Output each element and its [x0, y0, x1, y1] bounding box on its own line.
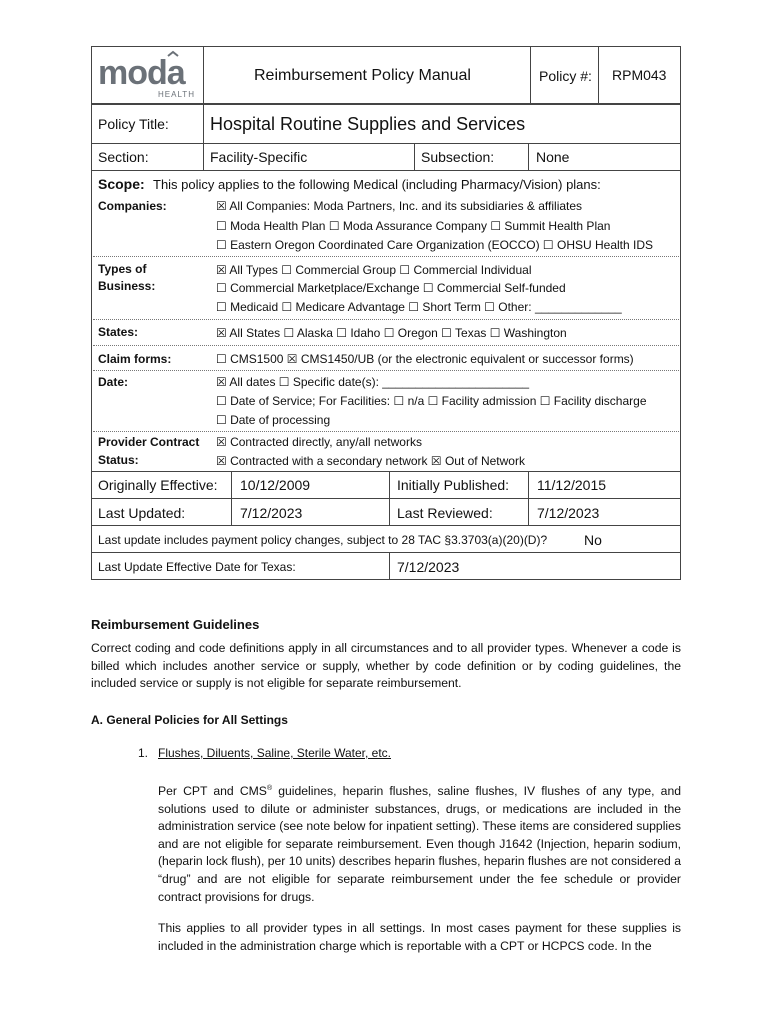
flushes-paragraph: Per CPT and CMS® guidelines, heparin flushes, saline flushes, IV flushes of any type, and solutions used to dilute or administer substances, drugs, or medications are included in the administration service (see note below for inpatient setting). These items are considered supplies and are not eligible for separate reimbursement. Even though J1642 (Injection, heparin sodium, (heparin lock flush), per 10 units) describes heparin flushes, heparin flushes are not considered a “drug” and are not eligible for separate reimbursement under the fee schedule or provider contract provisions for drugs.: [158, 784, 682, 904]
date-line-1: ☒ All dates ☐ Specific date(s): ______________________: [216, 375, 530, 389]
section-value: Facility-Specific: [210, 149, 308, 165]
business-line-3: ☐ Medicaid ☐ Medicare Advantage ☐ Short Term ☐ Other: _____________: [216, 300, 622, 314]
reimbursement-guidelines-heading: Reimbursement Guidelines: [91, 617, 260, 632]
companies-label: Companies:: [98, 199, 167, 213]
policy-title: Hospital Routine Supplies and Services: [210, 114, 526, 134]
business-label-2: Business:: [98, 279, 156, 293]
svg-text:moda: moda: [98, 54, 185, 92]
provider-label-2: Status:: [98, 453, 139, 467]
item-1-title: Flushes, Diluents, Saline, Sterile Water, etc.: [158, 746, 391, 760]
section-a-heading: A. General Policies for All Settings: [91, 713, 288, 727]
scope-label: Scope:: [98, 176, 145, 192]
states-label: States:: [98, 325, 139, 339]
companies-line-2: ☐ Moda Health Plan ☐ Moda Assurance Company ☐ Summit Health Plan: [216, 219, 611, 233]
texas-question: Last update includes payment policy changes, subject to 28 TAC §3.3703(a)(20)(D)?: [98, 533, 548, 547]
last-reviewed-label: Last Reviewed:: [397, 505, 493, 521]
initially-published-value: 11/12/2015: [537, 477, 607, 493]
provider-line-2: ☒ Contracted with a secondary network ☒ Out of Network: [216, 454, 525, 468]
companies-line-1: ☒ All Companies: Moda Partners, Inc. and its subsidiaries & affiliates: [216, 199, 583, 213]
business-line-1: ☒ All Types ☐ Commercial Group ☐ Commercial Individual: [216, 263, 532, 277]
svg-text:HEALTH: HEALTH: [158, 90, 195, 99]
last-updated-value: 7/12/2023: [240, 505, 303, 521]
section-label: Section:: [98, 149, 149, 165]
moda-health-logo: [98, 50, 198, 100]
date-label: Date:: [98, 375, 129, 389]
settings-paragraph: This applies to all provider types in all settings. In most cases payment for these supplies is included in the administration charge which is reportable with a CPT or HCPCS code. In the: [158, 921, 681, 953]
states-line: ☒ All States ☐ Alaska ☐ Idaho ☐ Oregon ☐ Texas ☐ Washington: [216, 326, 567, 340]
business-line-2: ☐ Commercial Marketplace/Exchange ☐ Commercial Self-funded: [216, 281, 566, 295]
item-1-number: 1.: [138, 746, 149, 760]
business-label-1: Types of: [98, 262, 147, 276]
provider-line-1: ☒ Contracted directly, any/all networks: [216, 435, 422, 449]
last-reviewed-value: 7/12/2023: [537, 505, 600, 521]
date-line-2: ☐ Date of Service; For Facilities: ☐ n/a ☐ Facility admission ☐ Facility discharge: [216, 394, 647, 408]
orig-effective-value: 10/12/2009: [240, 477, 311, 493]
intro-paragraph: Correct coding and code definitions apply in all circumstances and to all provider types. Whenever a code is billed which includes another service or supply, whether by code definition or by coding guidelines, the included service or supply is not eligible for separate reimbursement.: [91, 641, 681, 691]
policy-title-label: Policy Title:: [98, 116, 169, 132]
policy-number-label: Policy #:: [539, 68, 592, 84]
initially-published-label: Initially Published:: [397, 477, 510, 493]
texas-answer: No: [584, 532, 602, 548]
texas-effective-value: 7/12/2023: [397, 559, 460, 575]
texas-effective-label: Last Update Effective Date for Texas:: [98, 560, 296, 574]
orig-effective-label: Originally Effective:: [98, 477, 218, 493]
subsection-label: Subsection:: [421, 149, 495, 165]
claim-forms-label: Claim forms:: [98, 352, 172, 366]
policy-number: RPM043: [612, 67, 667, 83]
date-line-3: ☐ Date of processing: [216, 413, 331, 427]
provider-label-1: Provider Contract: [98, 435, 200, 449]
companies-line-3: ☐ Eastern Oregon Coordinated Care Organization (EOCCO) ☐ OHSU Health IDS: [216, 238, 654, 252]
last-updated-label: Last Updated:: [98, 505, 186, 521]
manual-title: Reimbursement Policy Manual: [254, 67, 471, 84]
subsection-value: None: [536, 149, 570, 165]
scope-text: This policy applies to the following Medical (including Pharmacy/Vision) plans:: [153, 177, 601, 192]
claim-forms-line: ☐ CMS1500 ☒ CMS1450/UB (or the electronic equivalent or successor forms): [216, 352, 634, 366]
